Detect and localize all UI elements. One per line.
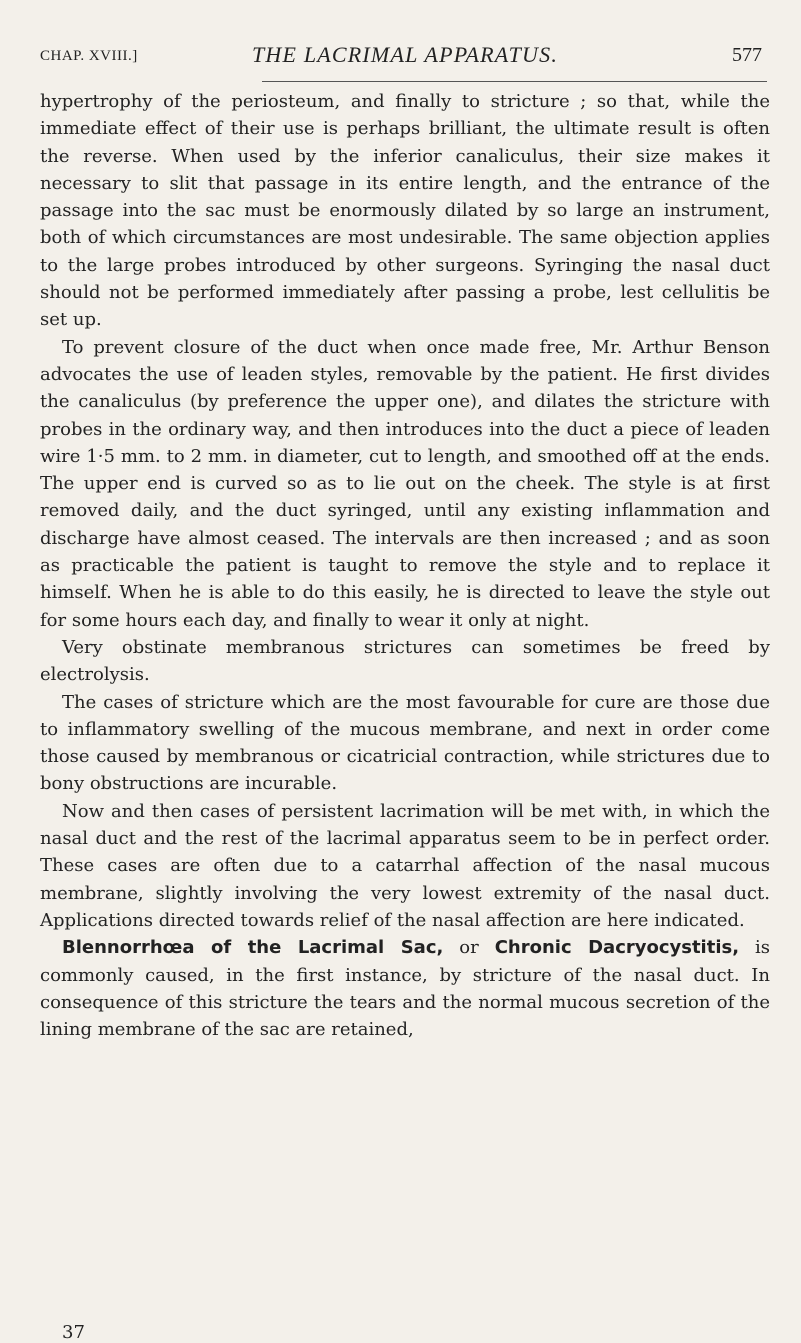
section-heading-dacryocystitis: Chronic Dacryocystitis, [494, 937, 740, 959]
heading-connector: or [443, 937, 495, 959]
chapter-label: CHAP. XVIII.] [40, 48, 138, 64]
section-heading-blennorrhoea: Blennorrhœa of the Lacrimal Sac, [62, 937, 444, 959]
paragraph-6-text: is commonly caused, in the first instance, by stricture of the nasal duct. In consequence of this stricture the tears and the normal mucous secretion of the lining membrane of the sac are retained, [40, 937, 771, 1041]
paragraph-1: hypertrophy of the periosteum, and finally to stricture ; so that, while the immediate effect of their use is perhaps brilliant, the ultimate result is often the reverse. When used by the inferior canaliculus, their size makes it necessary to slit that passage in its entire length, and the entrance of the passage into the sac must be enormously dilated by so large an instrument, both of which circumstances are most undesirable. The same objection applies to the large probes introduced by other surgeons. Syringing the nasal duct should not be performed immediately after passing a probe, lest cellulitis be set up. [40, 91, 770, 331]
page-number: 577 [732, 44, 762, 66]
book-page [40, 22, 771, 1343]
paragraph-2: To prevent closure of the duct when once made free, Mr. Arthur Benson advocates the use of leaden styles, removable by the patient. He first divides the canaliculus (by preference the upper one), and dilates the stricture with probes in the ordinary way, and then introduces into the duct a piece of leaden wire 1·5 mm. to 2 mm. in diameter, cut to length, and smoothed off at the ends. The upper end is curved so as to lie out on the cheek. The style is at first removed daily, and the duct syringed, until any existing inflammation and discharge have almost ceased. The intervals are then increased ; and as soon as practicable the patient is taught to remove the style and to replace it himself. When he is able to do this easily, he is directed to leave the style out for some hours each day, and finally to wear it only at night. [40, 336, 770, 631]
running-head [40, 22, 770, 67]
signature-mark: 37 [62, 1322, 85, 1343]
paragraph-4: The cases of stricture which are the most favourable for cure are those due to inflammatory swelling of the mucous membrane, and next in order come those caused by membranous or cicatricial contraction, while strictures due to bony obstructions are incurable. [40, 691, 770, 795]
paragraph-5: Now and then cases of persistent lacrimation will be met with, in which the nasal duct and the rest of the lacrimal apparatus seem to be in perfect order. These cases are often due to a catarrhal affection of the nasal mucous membrane, slightly involving the very lowest extremity of the nasal duct. Applications directed towards relief of the nasal affection are here indicated. [40, 800, 770, 931]
body-text [40, 88, 770, 1043]
header-rule [262, 81, 767, 82]
paragraph-3: Very obstinate membranous strictures can sometimes be freed by electrolysis. [40, 636, 770, 686]
page-title: THE LACRIMAL APPARATUS. [251, 42, 559, 67]
paragraph-6 [40, 934, 770, 1043]
